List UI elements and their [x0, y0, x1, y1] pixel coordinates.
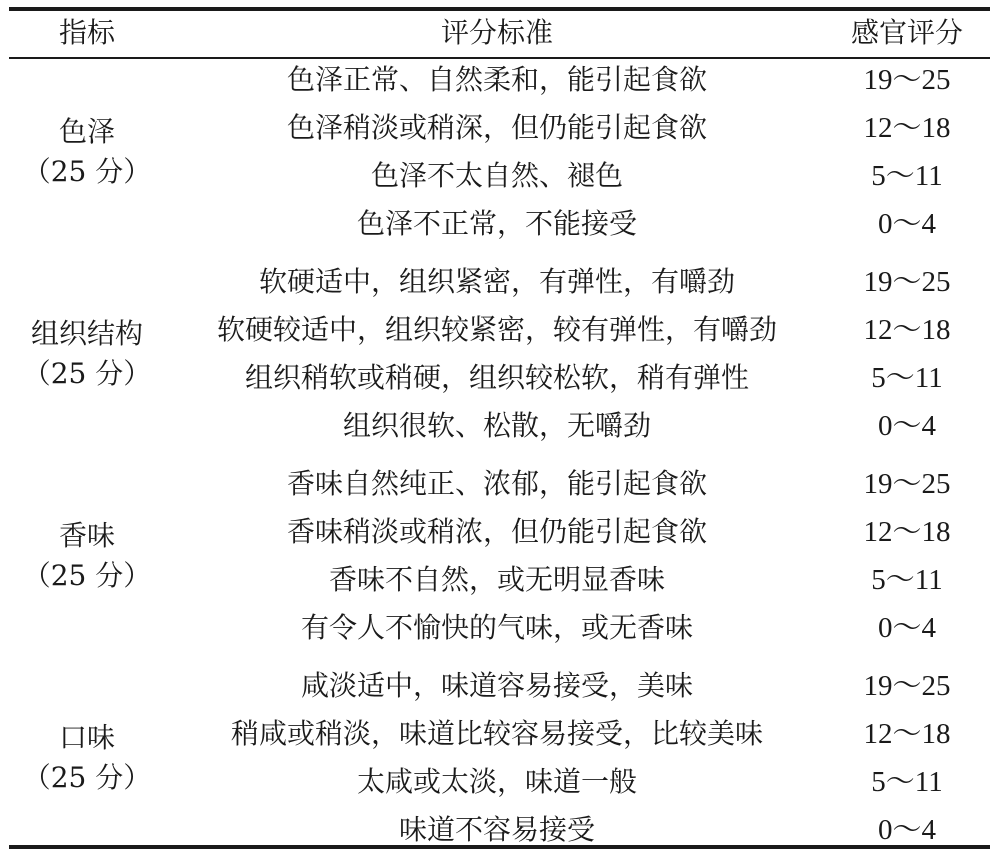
indicator-weight: （25 分） — [22, 357, 152, 390]
score-range: 0～4 — [877, 612, 936, 644]
criterion-text: 色泽不太自然、褪色 — [370, 159, 623, 192]
indicator-weight: （25 分） — [22, 559, 152, 592]
score-range: 12～18 — [863, 718, 951, 750]
criterion-text: 组织稍软或稍硬，组织较松软，稍有弹性 — [244, 361, 749, 394]
score-range: 19～25 — [863, 64, 951, 96]
indicator-cell — [0, 112, 174, 192]
criterion-text: 软硬较适中，组织较紧密，较有弹性，有嚼劲 — [216, 313, 777, 346]
criterion-text: 色泽不正常，不能接受 — [356, 207, 637, 240]
header-indicator: 指标 — [58, 16, 115, 49]
score-range: 12～18 — [863, 516, 951, 548]
criterion-text: 香味不自然，或无明显香味 — [328, 563, 665, 596]
indicator-cell — [0, 314, 174, 394]
table-header-rule — [9, 57, 990, 59]
score-range: 12～18 — [863, 314, 951, 346]
criterion-text: 咸淡适中，味道容易接受，美味 — [300, 669, 693, 702]
indicator-name: 色泽 — [58, 115, 115, 148]
score-range: 19～25 — [863, 468, 951, 500]
score-range: 0～4 — [877, 814, 936, 846]
score-range: 0～4 — [877, 208, 936, 240]
score-range: 5～11 — [871, 766, 943, 798]
indicator-name: 口味 — [58, 721, 115, 754]
criterion-text: 组织很软、松散，无嚼劲 — [342, 409, 651, 442]
header-criteria: 评分标准 — [440, 16, 553, 49]
table-top-rule — [9, 7, 990, 11]
criterion-text: 太咸或太淡，味道一般 — [356, 765, 637, 798]
indicator-name: 组织结构 — [30, 317, 143, 350]
criterion-text: 有令人不愉快的气味，或无香味 — [300, 611, 693, 644]
score-range: 5～11 — [871, 362, 943, 394]
indicator-cell — [0, 718, 174, 798]
criterion-text: 稍咸或稍淡，味道比较容易接受，比较美味 — [230, 717, 763, 750]
criterion-text: 软硬适中，组织紧密，有弹性，有嚼劲 — [258, 265, 735, 298]
indicator-weight: （25 分） — [22, 761, 152, 794]
score-range: 0～4 — [877, 410, 936, 442]
criterion-text: 色泽正常、自然柔和，能引起食欲 — [286, 63, 707, 96]
criterion-text: 香味自然纯正、浓郁，能引起食欲 — [286, 467, 707, 500]
criterion-text: 色泽稍淡或稍深，但仍能引起食欲 — [286, 111, 707, 144]
score-range: 5～11 — [871, 564, 943, 596]
score-range: 5～11 — [871, 160, 943, 192]
score-range: 12～18 — [863, 112, 951, 144]
header-score: 感官评分 — [850, 16, 963, 49]
indicator-name: 香味 — [58, 519, 115, 552]
indicator-weight: （25 分） — [22, 155, 152, 188]
indicator-cell — [0, 516, 174, 596]
criterion-text: 香味稍淡或稍浓，但仍能引起食欲 — [286, 515, 707, 548]
score-range: 19～25 — [863, 266, 951, 298]
criterion-text: 味道不容易接受 — [398, 813, 595, 846]
score-range: 19～25 — [863, 670, 951, 702]
